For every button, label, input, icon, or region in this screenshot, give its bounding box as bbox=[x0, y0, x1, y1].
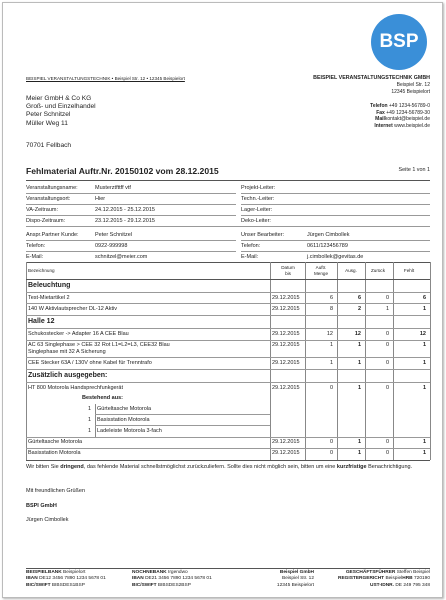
tech-lead-label: Techn.-Leiter: bbox=[241, 196, 275, 202]
page-number: Seite 1 von 1 bbox=[398, 167, 430, 173]
row-line bbox=[95, 425, 270, 426]
table-row-missing: 1 bbox=[422, 450, 426, 456]
editor-label: Unser Bearbeiter: bbox=[241, 232, 285, 238]
table-row-order-qty: 8 bbox=[329, 306, 333, 312]
table-row-order-qty: 6 bbox=[329, 295, 333, 301]
table-row-returned: 0 bbox=[385, 439, 389, 445]
col-header-missing: Fehlt bbox=[403, 268, 415, 273]
table-row-date: 29.12.2015 bbox=[272, 342, 300, 348]
consists-item-qty: 1 bbox=[88, 406, 92, 412]
table-row-returned: 0 bbox=[385, 331, 389, 337]
row-line bbox=[26, 303, 430, 304]
table-row-description: Schukostecker -> Adapter 16 A CEE Blau bbox=[28, 331, 129, 337]
field-line bbox=[26, 204, 236, 205]
table-row-order-qty: 12 bbox=[326, 331, 333, 337]
va-period: 24.12.2015 - 25.12.2015 bbox=[95, 207, 155, 213]
table-row-missing: 1 bbox=[422, 439, 426, 445]
field-line bbox=[26, 240, 236, 241]
field-line bbox=[26, 215, 236, 216]
table-row-order-qty: 1 bbox=[329, 342, 333, 348]
va-period-label: VA-Zeitraum: bbox=[26, 207, 58, 213]
customer-contact-label: Anspr.Partner Kunde: bbox=[26, 232, 79, 238]
table-row-missing: 12 bbox=[419, 331, 426, 337]
table-row-returned: 0 bbox=[385, 295, 389, 301]
editor-name: Jürgen Cimbollek bbox=[307, 232, 350, 238]
customer-contact: Peter Schnitzel bbox=[95, 232, 132, 238]
recipient-address: Meier GmbH & Co KG Groß- und Einzelhandel Peter Schnitzel Müller Weg 11 bbox=[26, 95, 96, 127]
table-row-issued: 2 bbox=[357, 306, 361, 312]
table-row-missing: 6 bbox=[422, 295, 426, 301]
table-row-returned: 0 bbox=[385, 342, 389, 348]
customer-phone: 0922-999998 bbox=[95, 243, 128, 249]
table-row-date: 29.12.2015 bbox=[272, 295, 300, 301]
footer-address: Beispiel GmbH Beispiel Str. 12 12345 Beispielort bbox=[276, 570, 314, 588]
consists-item-name: Gürteltasche Motorola bbox=[97, 406, 152, 412]
col-header-description: Bezeichnung bbox=[28, 268, 55, 273]
field-line bbox=[241, 193, 430, 194]
company-contact: Telefon +49 1234-56789-0 Fax +49 1234-56789-30 Mailkontakt@beispiel.de Internet www.beispiel.de bbox=[370, 103, 430, 129]
field-line bbox=[26, 251, 236, 252]
table-row-issued: 1 bbox=[357, 360, 361, 366]
customer-email: schnitzel@meier.com bbox=[95, 254, 148, 260]
row-line bbox=[26, 437, 430, 438]
table-row-issued: 6 bbox=[357, 295, 361, 301]
dispo-period: 23.12.2015 - 29.12.2015 bbox=[95, 218, 155, 224]
event-place: Hier bbox=[95, 196, 106, 202]
company-address: Beispiel Str. 12 12345 Beispielort bbox=[391, 82, 430, 95]
row-line bbox=[26, 448, 430, 449]
dispo-period-label: Dispo-Zeitraum: bbox=[26, 218, 66, 224]
table-row-description: Gürteltasche Motorola bbox=[28, 439, 83, 445]
table-row-returned: 0 bbox=[385, 385, 389, 391]
table-row-returned: 0 bbox=[385, 360, 389, 366]
table-row-issued: 12 bbox=[354, 331, 361, 337]
col-header-order-qty: Auftr. Menge bbox=[313, 265, 329, 276]
document-title: Fehlmaterial Auftr.Nr. 20150102 vom 28.12.2015 bbox=[26, 166, 219, 176]
row-line bbox=[26, 357, 430, 358]
event-name: Musterztfttff vtf bbox=[95, 185, 131, 191]
row-line bbox=[26, 340, 430, 341]
col-divider bbox=[430, 262, 431, 460]
table-row-order-qty: 0 bbox=[329, 385, 333, 391]
table-row-date: 29.12.2015 bbox=[272, 450, 300, 456]
table-row-missing: 1 bbox=[422, 385, 426, 391]
table-row-returned: 1 bbox=[385, 306, 389, 312]
table-row-date: 29.12.2015 bbox=[272, 360, 300, 366]
project-lead-label: Projekt-Leiter: bbox=[241, 185, 276, 191]
table-row-description: CEE Stecker 63A / 130V ohne Kabel für Trenntrafo bbox=[28, 360, 152, 366]
row-line bbox=[26, 315, 430, 316]
deco-lead-label: Deko-Leiter: bbox=[241, 218, 271, 224]
table-row-date: 29.12.2015 bbox=[272, 331, 300, 337]
editor-phone-label: Telefon: bbox=[241, 243, 261, 249]
row-line bbox=[26, 369, 430, 370]
sender-line: BEISPIEL VERANSTALTUNGSTECHNIK • Beispiel Str. 12 • 12345 Beispielort bbox=[26, 76, 185, 81]
table-row-description: Test-Mietartikel 2 bbox=[28, 295, 70, 301]
consists-item-qty: 1 bbox=[88, 417, 92, 423]
col-header-issued: Ausg. bbox=[345, 268, 357, 273]
signature-name: Jürgen Cimbollek bbox=[26, 517, 69, 523]
field-line bbox=[241, 215, 430, 216]
consists-of-title: Bestehend aus: bbox=[82, 395, 123, 401]
table-header-line bbox=[26, 279, 430, 280]
table-row-missing: 1 bbox=[422, 306, 426, 312]
table-row-issued: 1 bbox=[357, 450, 361, 456]
footer-divider bbox=[26, 568, 430, 569]
company-name: BEISPIEL VERANSTALTUNGSTECHNIK GMBH bbox=[313, 75, 430, 81]
row-line bbox=[26, 382, 430, 383]
table-row-date: 29.12.2015 bbox=[272, 439, 300, 445]
table-row-description: Basisstation Motorola bbox=[28, 450, 81, 456]
field-line bbox=[26, 226, 430, 227]
table-row-order-qty: 1 bbox=[329, 360, 333, 366]
table-row-description: HT 800 Motorola Handsprechfunkgerät bbox=[28, 385, 123, 391]
table-row-issued: 1 bbox=[357, 385, 361, 391]
footer-bank2: NOCHNEBANK Irgendwo IBAN DE21 3456 7890 1234 5678 01 BIC/SWIFT BIBSDES2BSP bbox=[132, 570, 212, 588]
bsp-logo: BSP bbox=[371, 14, 427, 70]
field-line bbox=[26, 262, 430, 263]
consists-item-qty: 1 bbox=[88, 428, 92, 434]
table-row-description: 140 W Aktivlautsprecher DL-12 Aktiv bbox=[28, 306, 117, 312]
warehouse-lead-label: Lager-Leiter: bbox=[241, 207, 273, 213]
field-line bbox=[241, 204, 430, 205]
recipient-city: 70701 Fellbach bbox=[26, 142, 72, 149]
field-line bbox=[241, 251, 430, 252]
field-line bbox=[26, 193, 236, 194]
consists-item-name: Ladeleiste Motorola 3-fach bbox=[97, 428, 162, 434]
table-row-issued: 1 bbox=[357, 342, 361, 348]
signature-company: BSPI GmbH bbox=[26, 503, 57, 509]
divider bbox=[26, 180, 430, 181]
section-title: Zusätzlich ausgegeben: bbox=[28, 372, 108, 379]
customer-email-label: E-Mail: bbox=[26, 254, 44, 260]
greeting: Mit freundlichen Grüßen bbox=[26, 488, 85, 494]
consists-item-name: Basisstation Motorola bbox=[97, 417, 150, 423]
closing-paragraph: Wir bitten Sie dringend, das fehlende Material schnellstmöglichst zurückzuliefern. Sollte dies nicht möglich sein, bitten um eine kurzfristige Benachrichtigung. bbox=[26, 464, 413, 470]
col-header-returned: Zurück bbox=[370, 268, 386, 273]
field-line bbox=[241, 240, 430, 241]
table-row-order-qty: 0 bbox=[329, 450, 333, 456]
table-bottom-line bbox=[26, 460, 430, 461]
table-row-returned: 0 bbox=[385, 450, 389, 456]
table-row-description: AC 63 Singlephase > CEE 32 Rot L1=L2=L3, CEE32 Blau Singlephase mit 32 A Sicherung bbox=[28, 342, 170, 355]
row-line bbox=[26, 328, 430, 329]
customer-phone-label: Telefon: bbox=[26, 243, 46, 249]
editor-phone: 0611/123456789 bbox=[307, 243, 348, 249]
table-row-missing: 1 bbox=[422, 342, 426, 348]
footer-bank1: BEISPIELBANK Beispielort IBAN DE12 3456 7890 1234 5678 01 BIC/SWIFT BIBSDES1BSP bbox=[26, 570, 106, 588]
editor-email-label: E-Mail: bbox=[241, 254, 259, 260]
footer-legal: GESCHÄFTSFÜHRER Steffen Beispiel REGISTERGERICHT BeispielHRB 720190 UST-IDNR. DE 249 795 348 bbox=[338, 570, 430, 588]
event-name-label: Veranstaltungsname: bbox=[26, 185, 78, 191]
table-row-date: 29.12.2015 bbox=[272, 306, 300, 312]
row-line bbox=[95, 414, 270, 415]
table-row-order-qty: 0 bbox=[329, 439, 333, 445]
section-title: Beleuchtung bbox=[28, 282, 71, 289]
table-row-missing: 1 bbox=[422, 360, 426, 366]
event-place-label: Veranstaltungsort: bbox=[26, 196, 71, 202]
section-title: Halle 12 bbox=[28, 318, 55, 325]
col-header-date: Datum bis bbox=[281, 265, 295, 276]
table-row-issued: 1 bbox=[357, 439, 361, 445]
editor-email: j.cimbollek@gevitas.de bbox=[307, 254, 364, 260]
table-row-date: 29.12.2015 bbox=[272, 385, 300, 391]
subitem-divider bbox=[95, 404, 96, 437]
row-line bbox=[26, 292, 430, 293]
